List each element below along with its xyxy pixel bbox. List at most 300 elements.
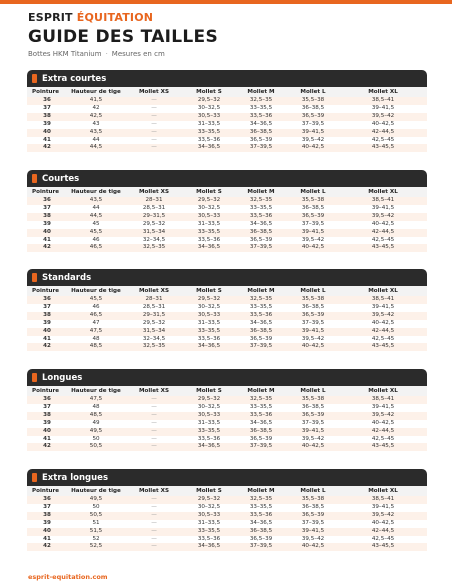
table-cell: 40–42,5 (287, 543, 339, 551)
table-cell: — (151, 435, 157, 442)
column-header: Hauteur de tige (67, 286, 125, 296)
table-cell: 43–45,5 (339, 343, 427, 351)
table-cell: 42 (27, 443, 67, 451)
table-cell: 48 (92, 335, 100, 342)
column-header: Hauteur de tige (67, 386, 125, 396)
column-header: Mollet XL (339, 286, 427, 296)
table-cell: — (125, 97, 183, 105)
table-row (27, 520, 427, 528)
table-cell: 40 (27, 328, 67, 336)
table-cell: 40–42,5 (287, 443, 339, 451)
table-cell: 43–45,5 (339, 244, 427, 252)
section-header (27, 469, 427, 486)
table-cell: 32–34,5 (142, 335, 166, 342)
table-cell: 51,5 (67, 528, 125, 536)
table-cell: 30,5–33 (183, 512, 235, 520)
table-cell: 51 (92, 519, 100, 526)
table-cell: 36–38,5 (235, 428, 287, 436)
table-cell: 34–36,5 (183, 443, 235, 451)
table-cell: 38,5–41 (339, 496, 427, 504)
column-header: Mollet XL (339, 187, 427, 197)
subtitle-product: Bottes HKM Titanium (28, 50, 102, 58)
table-cell: 40 (27, 428, 67, 436)
column-header: Mollet M (235, 386, 287, 396)
table-cell: 43–45,5 (339, 543, 427, 551)
table-cell: 36 (27, 97, 67, 105)
table-cell: 35,5–38 (287, 197, 339, 205)
table-cell: 34–36,5 (183, 144, 235, 152)
brand-logo (28, 11, 153, 24)
column-header: Mollet XL (339, 486, 427, 496)
table-cell: 37–39,5 (235, 144, 287, 152)
table-cell: 46,5 (67, 244, 125, 252)
table-cell: 33–35,5 (183, 229, 235, 237)
table-cell: 49,5 (67, 496, 125, 504)
table-cell: 31–33,5 (197, 120, 221, 127)
section-title: Courtes (42, 173, 80, 184)
table-cell: 33–35,5 (249, 104, 273, 111)
table-cell: 29,5–32 (142, 220, 166, 227)
column-header: Hauteur de tige (67, 87, 125, 97)
column-header: Pointure (27, 87, 67, 97)
table-cell: 28,5–31 (142, 303, 166, 310)
column-header: Pointure (27, 486, 67, 496)
table-cell: 52 (92, 535, 100, 542)
table-cell: — (125, 113, 183, 121)
column-header: Pointure (27, 187, 67, 197)
table-cell: 40–42,5 (371, 120, 395, 127)
section-header (27, 70, 427, 87)
table-cell: 36 (27, 396, 67, 404)
table-row (27, 144, 427, 152)
table-cell: 39–41,5 (371, 204, 395, 211)
table-cell: 42 (92, 104, 100, 111)
table-cell: — (151, 535, 157, 542)
page-subtitle (28, 50, 165, 58)
table-cell: 31–33,5 (197, 319, 221, 326)
table-cell: 42,5–45 (371, 335, 395, 342)
table-cell: — (151, 403, 157, 410)
table-row (27, 113, 427, 121)
table-cell: 39–41,5 (287, 428, 339, 436)
table-cell: — (151, 136, 157, 143)
table-cell: 29–31,5 (125, 213, 183, 221)
table-cell: 33–35,5 (183, 328, 235, 336)
table-row (27, 336, 427, 344)
table-cell: 36 (27, 296, 67, 304)
table-cell: 34–36,5 (249, 220, 273, 227)
footer-website: esprit-equitation.com (28, 573, 108, 581)
column-header: Mollet XS (125, 286, 183, 296)
table-row (27, 443, 427, 451)
table-cell: 36,5–39 (287, 213, 339, 221)
table-cell: 38 (27, 412, 67, 420)
table-cell: 31–33,5 (197, 519, 221, 526)
table-cell: 32–34,5 (142, 236, 166, 243)
table-cell: 39,5–42 (301, 435, 325, 442)
size-section (27, 369, 427, 451)
table-cell: 32,5–35 (125, 343, 183, 351)
table-header-row (27, 87, 427, 97)
column-header: Mollet L (287, 386, 339, 396)
table-cell: — (151, 120, 157, 127)
table-cell: 37 (43, 403, 51, 410)
table-header-row (27, 486, 427, 496)
table-cell: 36,5–39 (249, 335, 273, 342)
table-cell: 43–45,5 (339, 443, 427, 451)
table-cell: 42–44,5 (339, 328, 427, 336)
table-cell: 39 (43, 220, 51, 227)
table-cell: 33,5–36 (197, 136, 221, 143)
subtitle-unit: Mesures en cm (111, 50, 165, 58)
table-cell: 38 (27, 512, 67, 520)
table-cell: 31–33,5 (197, 419, 221, 426)
table-cell: 36,5–39 (287, 312, 339, 320)
table-row (27, 121, 427, 129)
table-cell: 40 (27, 229, 67, 237)
table-cell: 33,5–36 (197, 335, 221, 342)
table-cell: 36–38,5 (301, 104, 325, 111)
table-cell: 38 (27, 113, 67, 121)
table-cell: 36–38,5 (301, 403, 325, 410)
table-cell: 32,5–35 (125, 244, 183, 252)
size-section (27, 70, 427, 152)
table-cell: 37 (43, 503, 51, 510)
column-header: Mollet S (183, 87, 235, 97)
column-header: Pointure (27, 386, 67, 396)
table-cell: 32,5–35 (235, 197, 287, 205)
table-cell: 36,5–39 (249, 535, 273, 542)
table-cell: 43–45,5 (339, 144, 427, 152)
section-marker-icon (32, 74, 37, 83)
table-row (27, 229, 427, 237)
table-cell: 40 (27, 528, 67, 536)
section-header (27, 369, 427, 386)
column-header: Mollet M (235, 286, 287, 296)
table-cell: 41 (43, 335, 51, 342)
table-cell: 39,5–42 (301, 335, 325, 342)
table-cell: 33,5–36 (235, 213, 287, 221)
table-cell: 46 (92, 236, 100, 243)
table-cell: 30–32,5 (197, 204, 221, 211)
table-cell: 32,5–35 (235, 496, 287, 504)
table-cell: 47,5 (67, 396, 125, 404)
table-cell: 37 (43, 104, 51, 111)
table-cell: 40–42,5 (371, 419, 395, 426)
table-cell: 28,5–31 (142, 204, 166, 211)
table-cell: 35,5–38 (287, 496, 339, 504)
table-cell: 34–36,5 (183, 244, 235, 252)
table-row (27, 97, 427, 105)
table-row (27, 412, 427, 420)
size-table (27, 286, 427, 351)
table-cell: 33,5–36 (197, 435, 221, 442)
table-row (27, 504, 427, 512)
table-cell: 44 (92, 136, 100, 143)
table-cell: 37–39,5 (301, 220, 325, 227)
table-row (27, 213, 427, 221)
table-cell: 33,5–36 (197, 535, 221, 542)
table-row (27, 312, 427, 320)
table-cell: 30,5–33 (183, 213, 235, 221)
table-cell: 48,5 (67, 343, 125, 351)
section-marker-icon (32, 273, 37, 282)
size-table (27, 87, 427, 152)
table-cell: 40 (27, 129, 67, 137)
table-cell: 36–38,5 (301, 204, 325, 211)
table-row (27, 221, 427, 229)
table-cell: 42,5–45 (371, 435, 395, 442)
column-header: Mollet S (183, 386, 235, 396)
table-cell: 33–35,5 (249, 403, 273, 410)
table-cell: 33,5–36 (235, 312, 287, 320)
table-cell: 37 (43, 303, 51, 310)
table-cell: 39–41,5 (287, 229, 339, 237)
table-cell: 32,5–35 (235, 396, 287, 404)
table-cell: 36–38,5 (235, 129, 287, 137)
table-cell: 38 (27, 312, 67, 320)
table-cell: 43 (92, 120, 100, 127)
table-cell: 41 (43, 435, 51, 442)
table-cell: 41 (43, 535, 51, 542)
table-cell: 45 (92, 220, 100, 227)
table-cell: 37–39,5 (235, 244, 287, 252)
table-cell: 49 (92, 419, 100, 426)
table-cell: 41 (43, 236, 51, 243)
table-cell: 33–35,5 (183, 129, 235, 137)
table-cell: 31,5–34 (125, 328, 183, 336)
column-header: Mollet XS (125, 187, 183, 197)
table-cell: 42,5–45 (371, 136, 395, 143)
table-cell: 39,5–42 (339, 512, 427, 520)
subtitle-separator: · (105, 50, 108, 58)
table-cell: 45,5 (67, 229, 125, 237)
table-cell: 37–39,5 (235, 543, 287, 551)
table-cell: 34–36,5 (249, 519, 273, 526)
table-row (27, 396, 427, 404)
column-header: Mollet XS (125, 386, 183, 396)
table-cell: 33,5–36 (197, 236, 221, 243)
table-cell: 36,5–39 (287, 113, 339, 121)
table-cell: 36–38,5 (235, 528, 287, 536)
table-cell: 34–36,5 (249, 419, 273, 426)
table-cell: 40–42,5 (371, 319, 395, 326)
table-cell: 33–35,5 (249, 204, 273, 211)
table-cell: — (125, 512, 183, 520)
table-cell: 30–32,5 (197, 503, 221, 510)
table-cell: 39–41,5 (371, 303, 395, 310)
table-cell: 36–38,5 (301, 503, 325, 510)
table-row (27, 404, 427, 412)
table-cell: 50 (92, 503, 100, 510)
table-cell: 31,5–34 (125, 229, 183, 237)
table-cell: 36,5–39 (287, 412, 339, 420)
table-cell: 39–41,5 (287, 129, 339, 137)
table-cell: 29,5–32 (183, 496, 235, 504)
table-header-row (27, 187, 427, 197)
section-marker-icon (32, 174, 37, 183)
table-row (27, 304, 427, 312)
column-header: Mollet S (183, 486, 235, 496)
column-header: Hauteur de tige (67, 486, 125, 496)
table-cell: 31–33,5 (197, 220, 221, 227)
column-header: Mollet M (235, 87, 287, 97)
column-header: Mollet S (183, 286, 235, 296)
column-header: Mollet XS (125, 87, 183, 97)
table-cell: 47,5 (67, 328, 125, 336)
column-header: Pointure (27, 286, 67, 296)
table-cell: 42–44,5 (339, 129, 427, 137)
table-row (27, 205, 427, 213)
table-cell: 29,5–32 (142, 319, 166, 326)
table-cell: 50,5 (67, 512, 125, 520)
column-header: Mollet L (287, 87, 339, 97)
table-cell: 39,5–42 (339, 412, 427, 420)
column-header: Mollet M (235, 187, 287, 197)
table-cell: 42 (27, 244, 67, 252)
table-cell: 36,5–39 (287, 512, 339, 520)
table-cell: 46,5 (67, 312, 125, 320)
table-cell: 39 (43, 519, 51, 526)
table-row (27, 320, 427, 328)
table-row (27, 328, 427, 336)
size-table (27, 187, 427, 252)
table-cell: — (125, 412, 183, 420)
table-row (27, 543, 427, 551)
table-cell: 40–42,5 (287, 343, 339, 351)
table-cell: 39 (43, 120, 51, 127)
table-row (27, 296, 427, 304)
table-row (27, 536, 427, 544)
table-cell: 29,5–32 (183, 396, 235, 404)
section-marker-icon (32, 473, 37, 482)
table-cell: 42–44,5 (339, 229, 427, 237)
section-header (27, 170, 427, 187)
table-cell: 40–42,5 (371, 220, 395, 227)
table-cell: 34–36,5 (249, 120, 273, 127)
table-cell: 37–39,5 (301, 519, 325, 526)
size-table (27, 486, 427, 551)
table-cell: 42 (27, 543, 67, 551)
table-cell: — (125, 428, 183, 436)
table-cell: 33,5–36 (235, 113, 287, 121)
table-header-row (27, 386, 427, 396)
table-cell: 35,5–38 (287, 97, 339, 105)
table-row (27, 512, 427, 520)
section-title: Extra longues (42, 472, 109, 483)
size-section (27, 170, 427, 252)
table-cell: 49,5 (67, 428, 125, 436)
table-cell: 32,5–35 (235, 97, 287, 105)
table-cell: 39,5–42 (339, 213, 427, 221)
table-row (27, 436, 427, 444)
page-title: GUIDE DES TAILLES (28, 27, 218, 47)
section-title: Standards (42, 272, 92, 283)
table-cell: 39,5–42 (301, 136, 325, 143)
table-row (27, 244, 427, 252)
table-cell: 42 (27, 343, 67, 351)
column-header: Mollet S (183, 187, 235, 197)
table-row (27, 343, 427, 351)
table-cell: — (125, 496, 183, 504)
table-cell: 29,5–32 (183, 197, 235, 205)
column-header: Mollet L (287, 286, 339, 296)
table-cell: 33–35,5 (183, 428, 235, 436)
table-row (27, 496, 427, 504)
table-cell: 43,5 (67, 129, 125, 137)
table-row (27, 197, 427, 205)
table-cell: — (125, 144, 183, 152)
table-cell: 36,5–39 (249, 236, 273, 243)
table-cell: 45,5 (67, 296, 125, 304)
table-cell: 50 (92, 435, 100, 442)
table-cell: 48 (92, 403, 100, 410)
table-cell: — (151, 419, 157, 426)
table-cell: 33,5–36 (235, 412, 287, 420)
table-cell: 37 (43, 204, 51, 211)
table-cell: 44,5 (67, 213, 125, 221)
table-cell: 28–31 (125, 296, 183, 304)
table-cell: 33–35,5 (249, 303, 273, 310)
table-row (27, 129, 427, 137)
table-cell: — (151, 503, 157, 510)
table-cell: 46 (92, 303, 100, 310)
table-cell: 28–31 (125, 197, 183, 205)
table-header-row (27, 286, 427, 296)
section-marker-icon (32, 373, 37, 382)
column-header: Mollet M (235, 486, 287, 496)
table-cell: 29,5–32 (183, 296, 235, 304)
table-cell: 30,5–33 (183, 412, 235, 420)
table-cell: 39,5–42 (339, 312, 427, 320)
table-cell: 39–41,5 (287, 328, 339, 336)
table-cell: 44 (92, 204, 100, 211)
table-row (27, 137, 427, 145)
table-cell: 33–35,5 (249, 503, 273, 510)
table-cell: 29–31,5 (125, 312, 183, 320)
table-cell: 41,5 (67, 97, 125, 105)
table-cell: 37–39,5 (301, 319, 325, 326)
table-row (27, 105, 427, 113)
table-cell: 42,5–45 (371, 535, 395, 542)
section-title: Longues (42, 372, 83, 383)
table-cell: 39,5–42 (339, 113, 427, 121)
table-cell: 42,5 (67, 113, 125, 121)
table-cell: 37–39,5 (301, 120, 325, 127)
table-cell: 30–32,5 (197, 104, 221, 111)
table-cell: 50,5 (67, 443, 125, 451)
table-cell: 39–41,5 (371, 403, 395, 410)
table-cell: 30,5–33 (183, 312, 235, 320)
table-cell: 39,5–42 (301, 535, 325, 542)
size-section (27, 469, 427, 551)
table-cell: 40–42,5 (287, 244, 339, 252)
section-title: Extra courtes (42, 73, 107, 84)
column-header: Hauteur de tige (67, 187, 125, 197)
table-cell: 30,5–33 (183, 113, 235, 121)
table-cell: 39,5–42 (301, 236, 325, 243)
table-cell: 36 (27, 197, 67, 205)
table-cell: 40–42,5 (287, 144, 339, 152)
table-cell: 34–36,5 (183, 543, 235, 551)
table-cell: 34–36,5 (183, 343, 235, 351)
table-cell: 36–38,5 (301, 303, 325, 310)
column-header: Mollet XL (339, 87, 427, 97)
table-cell: 40–42,5 (371, 519, 395, 526)
table-cell: 52,5 (67, 543, 125, 551)
table-cell: — (125, 528, 183, 536)
table-cell: 33,5–36 (235, 512, 287, 520)
